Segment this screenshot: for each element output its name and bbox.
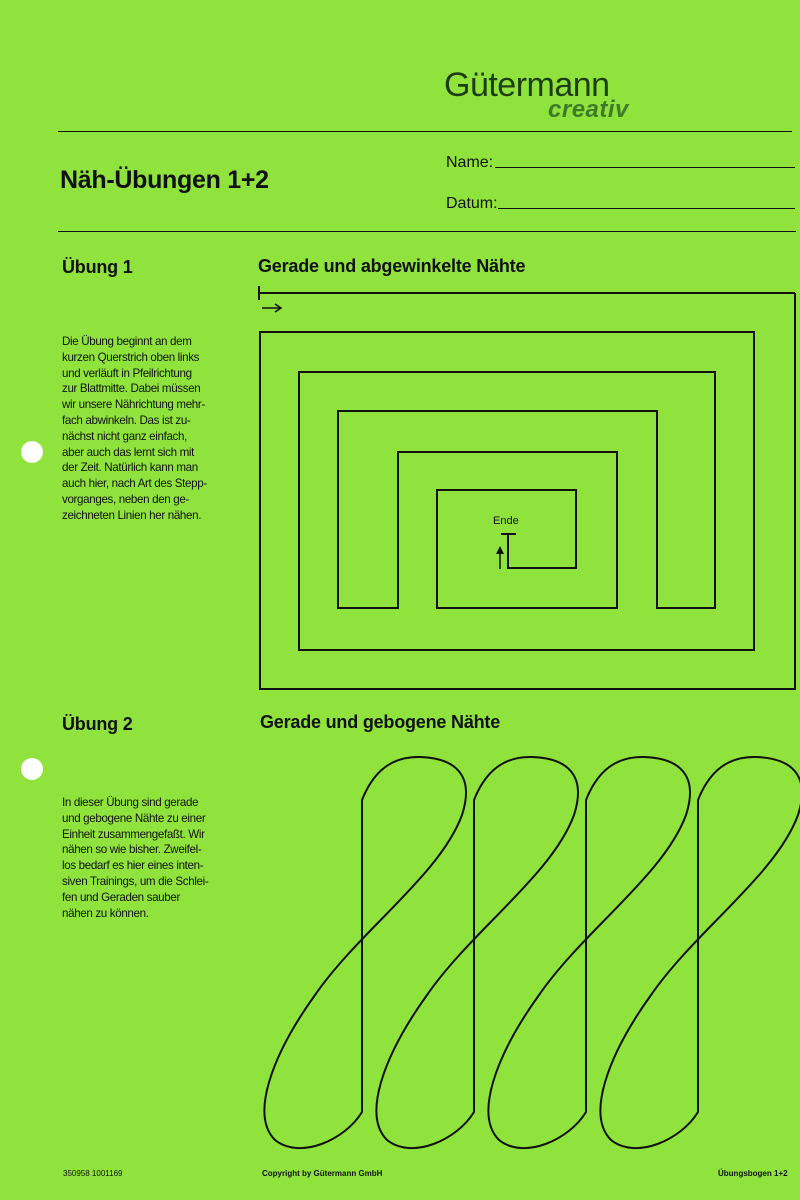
name-label: Name: xyxy=(446,154,494,171)
exercise1-text: Die Übung beginnt an dem kurzen Querstrich oben links und verläuft in Pfeilrichtung zur Blattmitte. Dabei müssen wir unsere Nährichtung mehr- fach abwinkeln. Das ist zu- nächst nicht ganz einfach, aber auch das lernt sich mit der Zeit. Natürlich kann man auch hier, nach Art des Stepp- vorganges, neben den ge- zeichneten Linien her nähen. xyxy=(62,335,207,522)
exercise2-text: In dieser Übung sind gerade und gebogene Nähte zu einer Einheit zusammengefaßt. Wir nähen so wie bisher. Zweifel- los bedarf es hier eines inten- siven Trainings, um die Schlei- fen und Geraden sauber nähen zu können. xyxy=(62,796,209,920)
date-label: Datum: xyxy=(446,195,498,212)
footer-code: 350958 1001169 xyxy=(63,1169,123,1178)
exercise2-heading: Gerade und gebogene Nähte xyxy=(260,712,501,732)
page-title: Näh-Übungen 1+2 xyxy=(60,166,269,194)
footer-copyright: Copyright by Gütermann GmbH xyxy=(262,1169,383,1178)
loop-3 xyxy=(488,757,690,1148)
loop-2 xyxy=(376,757,578,1148)
exercise1-heading: Gerade und abgewinkelte Nähte xyxy=(258,256,526,276)
exercise1-label: Übung 1 xyxy=(62,257,133,277)
end-label: Ende xyxy=(493,515,519,527)
exercise2-label: Übung 2 xyxy=(62,714,133,734)
loop-1 xyxy=(264,757,466,1148)
footer-sheet: Übungsbogen 1+2 xyxy=(718,1169,788,1178)
loop-4 xyxy=(600,757,800,1148)
brand-name: Gütermann xyxy=(444,66,610,104)
brand-sub: creativ xyxy=(548,96,629,123)
